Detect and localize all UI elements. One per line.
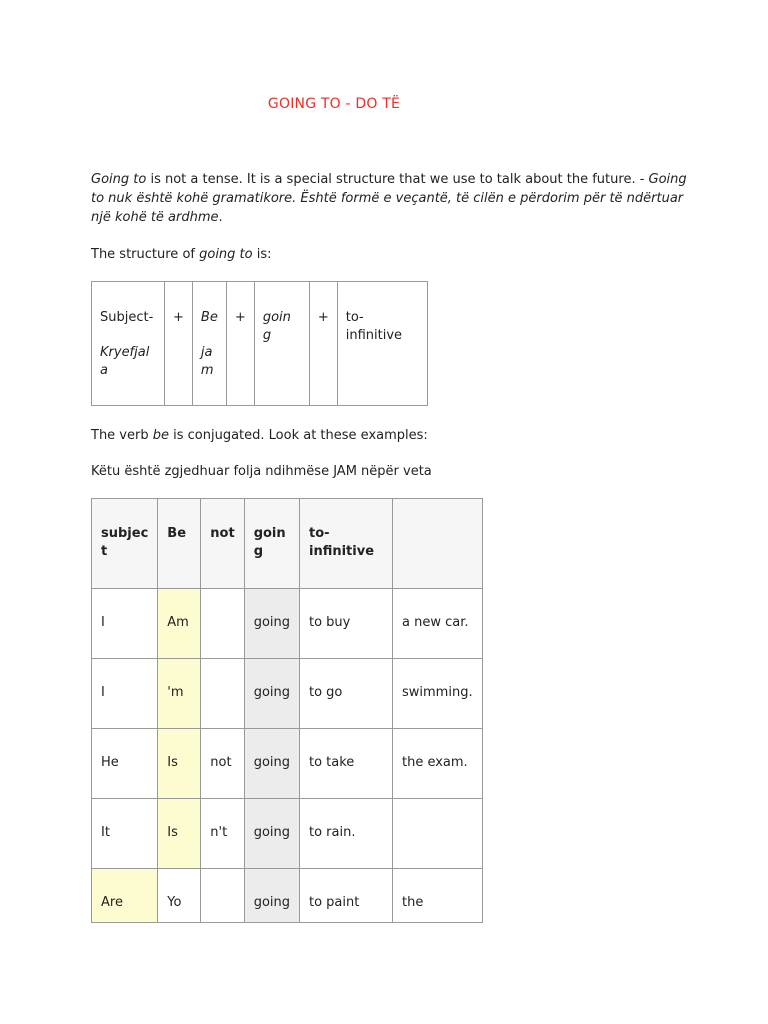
page-title: GOING TO - DO TË — [267, 96, 401, 112]
cell-to-infinitive: to buy — [300, 589, 393, 659]
cell-to-infinitive: to rain. — [300, 799, 393, 869]
table-row — [92, 659, 483, 729]
table-row — [92, 729, 483, 799]
header-subject-b: t — [101, 544, 108, 559]
cell-going: going — [244, 869, 299, 923]
verb-sentence-italic: be — [152, 428, 169, 443]
structure-plus-cell: + — [309, 282, 337, 406]
cell-to-infinitive: to paint — [300, 869, 393, 923]
structure-subject-en: Subject- — [100, 310, 154, 325]
table-header-row — [92, 499, 483, 589]
cell-rest: swimming. — [393, 659, 483, 729]
header-going — [244, 499, 299, 589]
header-going-b: g — [253, 544, 263, 559]
cell-not — [201, 869, 244, 923]
cell-subject: I — [92, 659, 158, 729]
verb-sentence — [91, 426, 691, 445]
cell-rest: a new car. — [393, 589, 483, 659]
structure-subject-sq-a: Kryefjal — [100, 345, 150, 360]
cell-be: Is — [158, 729, 201, 799]
cell-be: Yo — [158, 869, 201, 923]
structure-to-infinitive-cell: to-infinitive — [337, 282, 427, 406]
structure-intro — [91, 245, 691, 264]
header-be: Be — [158, 499, 201, 589]
structure-be-sq-a: ja — [200, 345, 213, 360]
intro-sq-italic: Going to nuk është kohë gramatikore. Është formë e veçantë, të cilën e përdorim për të ndërtuar një kohë të ardhme — [91, 172, 687, 225]
cell-rest: the — [393, 869, 483, 923]
table-row — [92, 869, 483, 923]
cell-going: going — [244, 589, 299, 659]
structure-plus-cell: + — [226, 282, 254, 406]
conjugation-table — [91, 498, 483, 923]
structure-intro-italic: going to — [199, 247, 253, 262]
structure-going-a: goin — [262, 310, 291, 325]
albanian-sentence: Këtu është zgjedhuar folja ndihmëse JAM nëpër veta — [91, 464, 432, 479]
structure-table — [91, 281, 428, 406]
structure-plus-cell: + — [165, 282, 193, 406]
cell-subject: It — [92, 799, 158, 869]
structure-going-cell — [254, 282, 309, 406]
cell-subject: I — [92, 589, 158, 659]
intro-en-italic: Going to — [91, 172, 147, 187]
cell-not — [201, 589, 244, 659]
cell-subject: He — [92, 729, 158, 799]
header-to-infinitive: to-infinitive — [300, 499, 393, 589]
intro-sq-end: . — [218, 210, 223, 225]
table-row — [92, 589, 483, 659]
cell-be: 'm — [158, 659, 201, 729]
intro-en-text: is not a tense. It is a special structure that we use to talk about the future. - — [146, 172, 649, 187]
header-not: not — [201, 499, 244, 589]
cell-not: not — [201, 729, 244, 799]
table-row — [92, 799, 483, 869]
structure-be-cell — [192, 282, 226, 406]
structure-subject-cell — [92, 282, 165, 406]
structure-intro-after: is: — [252, 247, 272, 262]
cell-going: going — [244, 659, 299, 729]
cell-going: going — [244, 799, 299, 869]
cell-going: going — [244, 729, 299, 799]
cell-rest — [393, 799, 483, 869]
cell-rest: the exam. — [393, 729, 483, 799]
header-subject-a: subjec — [101, 526, 149, 541]
cell-to-infinitive: to go — [300, 659, 393, 729]
structure-row — [92, 282, 428, 406]
verb-sentence-after: is conjugated. Look at these examples: — [168, 428, 428, 443]
cell-not: n't — [201, 799, 244, 869]
cell-subject: Are — [92, 869, 158, 923]
structure-be-en: Be — [200, 310, 218, 325]
structure-be-sq-b: m — [200, 363, 214, 378]
structure-subject-sq-b: a — [100, 363, 108, 378]
header-subject — [92, 499, 158, 589]
cell-be: Is — [158, 799, 201, 869]
header-going-a: goin — [253, 526, 286, 541]
cell-not — [201, 659, 244, 729]
verb-sentence-before: The verb — [91, 428, 153, 443]
intro-paragraph — [91, 170, 691, 227]
cell-be: Am — [158, 589, 201, 659]
structure-intro-before: The structure of — [91, 247, 200, 262]
structure-going-b: g — [262, 328, 272, 343]
cell-to-infinitive: to take — [300, 729, 393, 799]
header-extra — [393, 499, 483, 589]
